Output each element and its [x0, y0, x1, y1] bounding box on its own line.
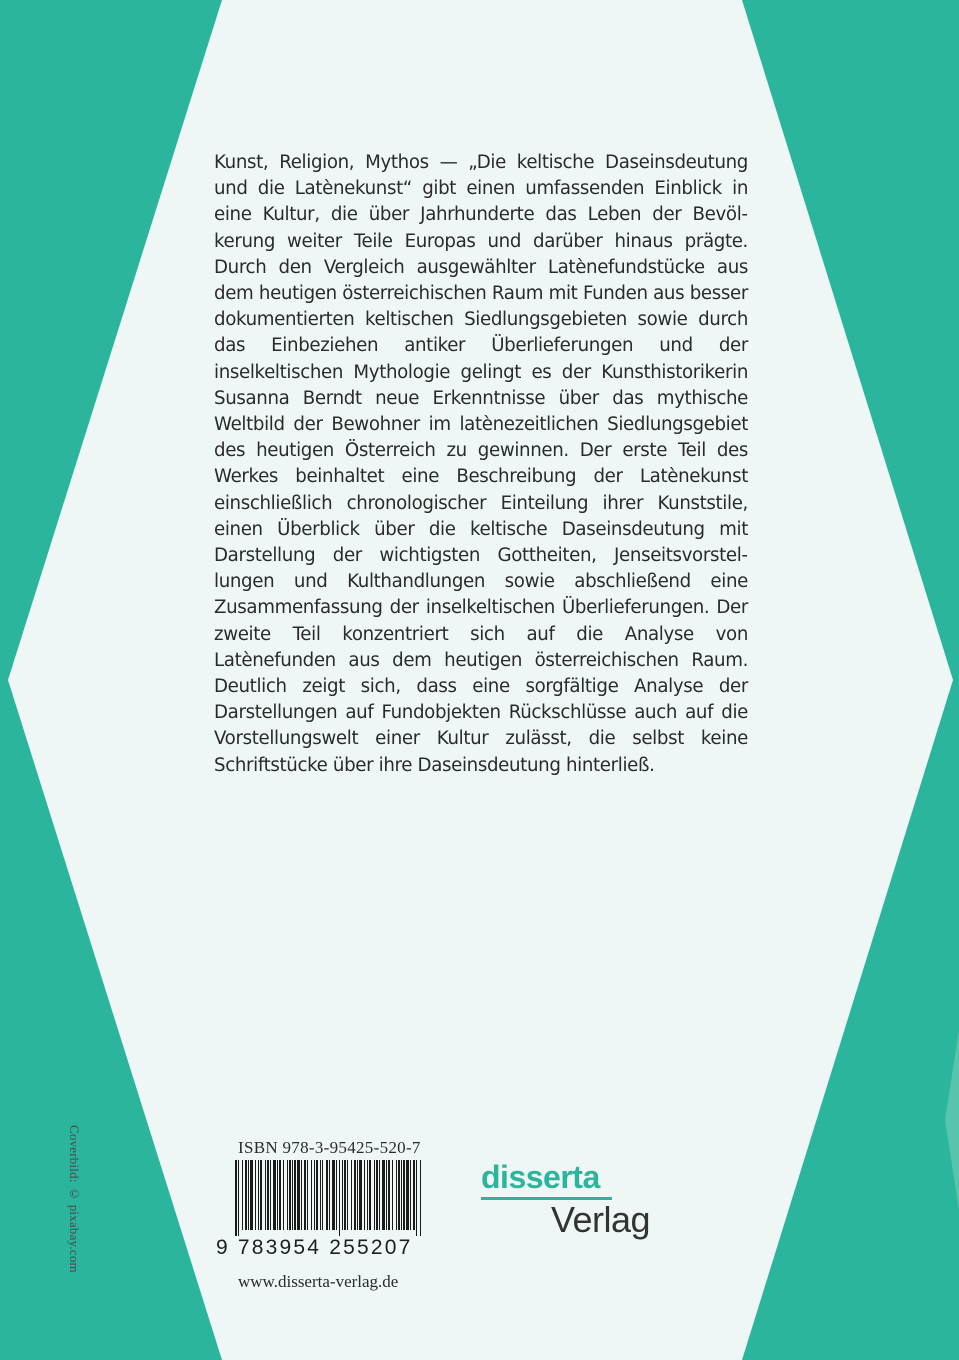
- barcode-bar: [347, 1160, 348, 1230]
- publisher-name-verlag: Verlag: [551, 1199, 651, 1240]
- barcode-bar: [326, 1160, 328, 1230]
- barcode-bar: [379, 1160, 380, 1230]
- barcode-bar: [238, 1160, 239, 1236]
- barcode-bar: [398, 1160, 400, 1230]
- barcode-bar: [260, 1160, 262, 1230]
- barcode-bar: [267, 1160, 269, 1230]
- barcode-bar: [336, 1160, 337, 1230]
- cover-image-credit: Coverbild: © pixabay.com: [67, 1125, 82, 1273]
- barcode-bar: [354, 1160, 356, 1230]
- publisher-name-disserta: disserta: [481, 1159, 600, 1195]
- barcode-bar: [314, 1160, 315, 1230]
- barcode-bar: [287, 1160, 288, 1230]
- barcode-bar: [304, 1160, 306, 1230]
- barcode-digits: 9 783954 255207: [216, 1236, 413, 1259]
- barcode-bar: [332, 1160, 335, 1230]
- barcode-bar: [245, 1160, 247, 1230]
- publisher-logo: [481, 1160, 681, 1250]
- barcode-bar: [250, 1160, 253, 1230]
- barcode-bar: [367, 1160, 368, 1230]
- barcode-bar: [342, 1160, 343, 1230]
- barcode-bar: [248, 1160, 249, 1230]
- barcode-bar: [235, 1160, 237, 1236]
- barcode-bar: [329, 1160, 330, 1230]
- barcode-bar: [311, 1160, 312, 1230]
- barcode-bar: [320, 1160, 321, 1230]
- barcode-bar: [420, 1160, 421, 1236]
- isbn-barcode: [233, 1160, 423, 1236]
- barcode-bar: [382, 1160, 385, 1230]
- barcode-bar: [403, 1160, 405, 1230]
- barcode-bar: [386, 1160, 387, 1230]
- barcode-bar: [273, 1160, 276, 1230]
- barcode-bar: [265, 1160, 266, 1230]
- barcode-bar: [339, 1160, 340, 1236]
- barcode-bar: [270, 1160, 271, 1230]
- isbn-number: ISBN 978-3-95425-520-7: [238, 1138, 421, 1157]
- barcode-bar: [376, 1160, 378, 1230]
- publisher-website: www.disserta-verlag.de: [238, 1272, 399, 1291]
- barcode-bar: [396, 1160, 397, 1230]
- barcode-bar: [283, 1160, 284, 1230]
- barcode-bar: [279, 1160, 281, 1230]
- book-description: Kunst, Religion, Mythos — „Die keltische Daseinsdeutung und die Latènekunst“ gibt einen umfassenden Einblick in eine Kultur, die über Jahrhunderte das Leben der Bevölkerung weiter Teile Europas und darüber hinaus prägte. Durch den Vergleich ausgewählter Latènefundstücke aus dem heutigen österreichischen Raum mit Funden aus besser dokumentierten keltischen Siedlungsgebieten sowie durch das Einbeziehen antiker Überlieferungen und der inselkeltischen Mythologie gelingt es der Kunsthistorikerin Susanna Berndt neue Erkenntnisse über das mythische Weltbild der Bewohner im latènezeitlichen Siedlungsgebiet des heutigen Österreich zu gewinnen. Der erste Teil des Werkes beinhaltet eine Beschreibung der Latènekunst einschließlich chronologischer Einteilung ihrer Kunststile, einen Überblick über die keltische Daseinsdeutung mit Darstellung der wichtigsten Gottheiten, Jenseitsvorstellungen und Kulthandlungen sowie abschließend eine Zusammenfassung der inselkeltischen Überlieferungen. Der zweite Teil konzentriert sich auf die Analyse von Latènefunden aus dem heutigen österreichischen Raum. Deutlich zeigt sich, dass eine sorgfältige Analyse der Darstellungen auf Fundobjekten Rückschlüsse auch auf die Vorstellungswelt einer Kultur zulässt, die selbst keine Schriftstücke über ihre Daseinsdeutung hinterließ.: [214, 152, 748, 776]
- barcode-bar: [359, 1160, 362, 1230]
- barcode-bar: [322, 1160, 323, 1230]
- barcode-bar: [374, 1160, 375, 1230]
- barcode-bar: [292, 1160, 293, 1230]
- barcode-bar: [289, 1160, 291, 1230]
- barcode-bar: [242, 1160, 243, 1230]
- barcode-bar: [255, 1160, 256, 1230]
- barcode-bar: [258, 1160, 259, 1230]
- barcode-bar: [357, 1160, 358, 1230]
- barcode-bar: [301, 1160, 302, 1230]
- barcode-bar: [344, 1160, 346, 1230]
- barcode-bar: [401, 1160, 402, 1230]
- barcode-bar: [369, 1160, 371, 1230]
- barcode-bar: [277, 1160, 278, 1230]
- barcode-bar: [294, 1160, 296, 1230]
- barcode-bar: [406, 1160, 409, 1230]
- barcode-bar: [364, 1160, 365, 1230]
- barcode-bar: [410, 1160, 411, 1230]
- barcode-bar: [297, 1160, 300, 1230]
- barcode-bar: [307, 1160, 308, 1230]
- barcode-bar: [416, 1160, 417, 1236]
- barcode-bar: [413, 1160, 415, 1230]
- barcode-bar: [316, 1160, 318, 1230]
- barcode-bar: [388, 1160, 390, 1230]
- barcode-bar: [351, 1160, 352, 1230]
- barcode-bar: [392, 1160, 393, 1230]
